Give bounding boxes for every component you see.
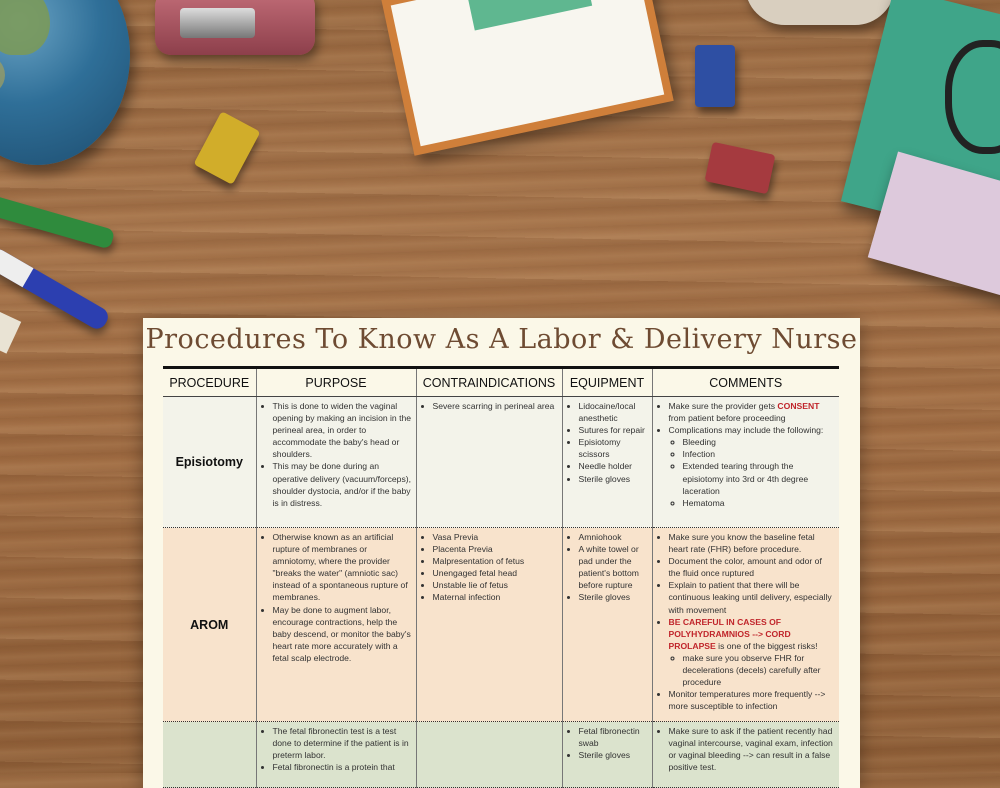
purpose-cell	[256, 397, 416, 528]
contraindication-item: • Maternal infection	[433, 591, 558, 603]
purpose-item: • This is done to widen the vaginal opening by making an incision in the perineal area, in order to accommodate the baby's head or shoulders.	[273, 400, 412, 460]
equipment-item: • Fetal fibronectin swab	[579, 725, 648, 749]
comment-subitem: ◦ Extended tearing through the episiotomy into 3rd or 4th degree laceration	[683, 460, 836, 496]
purpose-item: • The fetal fibronectin test is a test done to determine if the patient is in preterm labor.	[273, 725, 412, 761]
contraindication-item: • Malpresentation of fetus	[433, 555, 558, 567]
comment-item: • Monitor temperatures more frequently --> more susceptible to infection	[669, 688, 836, 712]
paper-scrap	[0, 311, 21, 353]
contraindication-item: • Unengaged fetal head	[433, 567, 558, 579]
contraindications-cell	[416, 528, 562, 722]
purpose-cell	[256, 722, 416, 788]
comment-item: • Document the color, amount and odor of the fluid once ruptured	[669, 555, 836, 579]
equipment-item: • A white towel or pad under the patient's bottom before rupture	[579, 543, 648, 591]
contraindication-item: • Severe scarring in perineal area	[433, 400, 558, 412]
table-header-row	[163, 368, 839, 397]
yellow-binder-clip	[193, 111, 260, 185]
equipment-cell	[562, 722, 652, 788]
contraindications-cell	[416, 397, 562, 528]
equipment-item: • Lidocaine/local anesthetic	[579, 400, 648, 424]
comments-cell	[652, 528, 839, 722]
clipboard	[381, 0, 673, 156]
comment-item: • Make sure to ask if the patient recently had vaginal intercourse, vaginal exam, infection or vaginal bleeding --> can result in a false positive test.	[669, 725, 836, 773]
comment-item: • Make sure you know the baseline fetal heart rate (FHR) before procedure.	[669, 531, 836, 555]
equipment-item: • Needle holder	[579, 460, 648, 472]
equipment-item: • Sterile gloves	[579, 749, 648, 761]
purpose-cell	[256, 528, 416, 722]
sheet-title: Procedures To Know As A Labor & Delivery Nurse	[145, 324, 858, 355]
comments-cell	[652, 722, 839, 788]
tape-dispenser	[155, 0, 315, 55]
comments-cell	[652, 397, 839, 528]
header-equipment: EQUIPMENT	[562, 368, 652, 397]
purpose-item: • Otherwise known as an artificial rupture of membranes or amniotomy, where the provider "breaks the water" (amniotic sac) instead of a spontaneous rupture of membranes.	[273, 531, 412, 604]
equipment-item: • Sterile gloves	[579, 473, 648, 485]
procedures-sheet	[143, 318, 860, 788]
table-row-fetal-fibronectin	[163, 722, 839, 788]
comment-item: • Complications may include the following: ◦ Bleeding ◦ Infection ◦ Extended tearing through the episiotomy into 3rd or 4th degree laceration ◦ Hematoma	[669, 424, 836, 509]
header-procedure: PROCEDURE	[163, 368, 256, 397]
purpose-item: • Fetal fibronectin is a protein that	[273, 761, 412, 773]
procedure-name: AROM	[163, 528, 256, 722]
equipment-item: • Amniohook	[579, 531, 648, 543]
table-row-episiotomy	[163, 397, 839, 528]
comment-subitem: ◦ Hematoma	[683, 497, 836, 509]
comment-subitem: ◦ Bleeding	[683, 436, 836, 448]
contraindication-item: • Unstable lie of fetus	[433, 579, 558, 591]
red-binder-clip	[705, 142, 776, 194]
header-purpose: PURPOSE	[256, 368, 416, 397]
header-comments: COMMENTS	[652, 368, 839, 397]
table-row-arom	[163, 528, 839, 722]
globe	[0, 0, 130, 165]
equipment-item: • Sterile gloves	[579, 591, 648, 603]
contraindications-cell	[416, 722, 562, 788]
procedures-table	[163, 366, 839, 788]
purpose-item: • This may be done during an operative delivery (vacuum/forceps), shoulder dystocia, and/or if the baby is in distress.	[273, 460, 412, 508]
contraindication-item: • Placenta Previa	[433, 543, 558, 555]
equipment-cell	[562, 528, 652, 722]
comment-item: • Explain to patient that there will be continuous leaking until delivery, especially with movement	[669, 579, 836, 615]
purpose-item: • May be done to augment labor, encourage contractions, help the baby descend, or monitor the baby's heart rate more accurately with a fetal scalp electrode.	[273, 604, 412, 664]
equipment-item: • Sutures for repair	[579, 424, 648, 436]
equipment-item: • Episiotomy scissors	[579, 436, 648, 460]
consent-highlight: CONSENT	[777, 401, 820, 411]
comment-subitem: ◦ make sure you observe FHR for decelerations (decels) carefully after procedure	[683, 652, 836, 688]
green-marker	[0, 194, 115, 249]
comment-item: • BE CAREFUL IN CASES OF POLYHYDRAMNIOS --> CORD PROLAPSE is one of the biggest risks! ◦ make sure you observe FHR for decelerations (decels) carefully after procedure	[669, 616, 836, 689]
procedure-name: Episiotomy	[163, 397, 256, 528]
comment-item: • Make sure the provider gets CONSENT from patient before proceeding	[669, 400, 836, 424]
pencil-cup	[745, 0, 895, 25]
cord-prolapse-warning: BE CAREFUL IN CASES OF POLYHYDRAMNIOS --> CORD PROLAPSE	[668, 616, 791, 651]
equipment-cell	[562, 397, 652, 528]
comment-subitem: ◦ Infection	[683, 448, 836, 460]
contraindication-item: • Vasa Previa	[433, 531, 558, 543]
procedure-name	[163, 722, 256, 788]
header-contraindications: CONTRAINDICATIONS	[416, 368, 562, 397]
blue-binder-clip	[695, 45, 735, 107]
